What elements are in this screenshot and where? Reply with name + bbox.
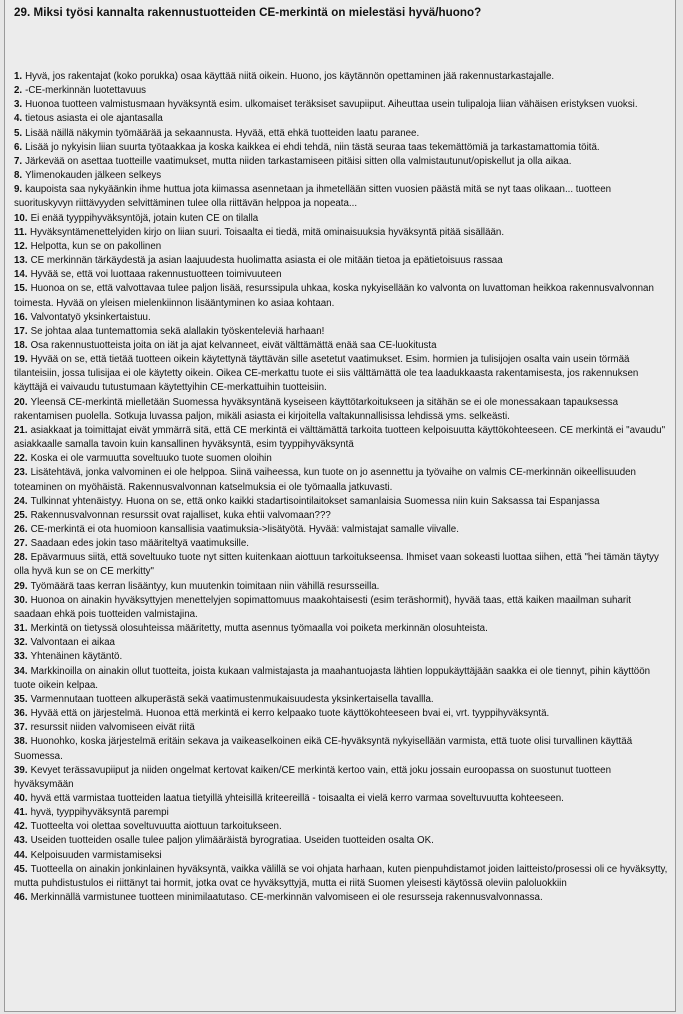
- answer-item: [14, 650, 671, 664]
- answer-text: Se johtaa alaa tuntemattomia sekä alallakin työskenteleviä harhaan!: [30, 325, 325, 337]
- answer-text: Huonoa on se, että valvottavaa tulee paljon lisää, resurssipula uhkaa, koska nykyisellään ko valvonta on luvattoman heikkoa rakennusvalvonnan toimesta. Hyvää on yleisen mielenkiinnon lisääntyminen ko asiaa kohtaan.: [14, 283, 654, 309]
- answer-text: Huonohko, koska järjestelmä eritäin sekava ja vaikeaselkoinen eikä CE-hyväksyntä nykyisellään varmista, että tuote olisi turvallinen käyttää Suomessa.: [14, 736, 633, 762]
- answer-item: [14, 594, 671, 622]
- answer-text: Koska ei ole varmuutta soveltuuko tuote suomen oloihin: [30, 453, 272, 465]
- answer-number: 18.: [14, 339, 28, 351]
- answer-item: [14, 183, 671, 211]
- answer-text: Osa rakennustuotteista joita on iät ja ajat kelvanneet, eivät välttämättä enää saa CE-luokitusta: [30, 339, 437, 351]
- answer-number: 11.: [14, 226, 28, 238]
- answer-item: [14, 169, 671, 183]
- answer-text: Merkinnällä varmistunee tuotteen minimilaatutaso. CE-merkinnän valvomiseen ei ole resurssejа rakennusvalvonnassa.: [30, 892, 543, 904]
- answer-text: Merkintä on tietyssä olosuhteissa määritetty, mutta asennus työmaalla voi poiketa merkinnän olosuhteista.: [30, 623, 488, 635]
- answer-number: 35.: [14, 693, 28, 705]
- answer-number: 37.: [14, 722, 28, 734]
- answer-item: [14, 254, 671, 268]
- answer-number: 19.: [14, 354, 28, 366]
- answer-number: 5.: [14, 127, 23, 139]
- answer-item: [14, 665, 671, 693]
- answer-item: [14, 580, 671, 594]
- answer-number: 24.: [14, 495, 28, 507]
- answer-text: Hyvää että on järjestelmä. Huonoa että merkintä ei kerro kelpaako tuote käyttökohteeseen bvai ei, vrt. tyyppihyväksyntä.: [30, 708, 550, 720]
- answer-number: 15.: [14, 283, 28, 295]
- answer-text: Hyväksyntämenettelyiden kirjo on liian suuri. Toisaalta ei tiedä, mitä ominaisuuksia hyväksyntä pitää sisällään.: [30, 226, 505, 238]
- answer-text: Lisätehtävä, jonka valvominen ei ole helppoa. Siinä vaiheessa, kun tuote on jo asennettu ja työvaihe on valmis CE-merkinnän oikeellisuuden toteaminen on myöhäistä. Rakennusvalvonnan katselmuksia ei ole työmaalla jatkuvasti.: [14, 467, 636, 493]
- answer-number: 14.: [14, 269, 28, 281]
- answer-text: Ei enää tyyppihyväksyntöjä, jotain kuten CE on tilalla: [30, 212, 259, 224]
- answer-text: Hyvää on se, että tietää tuotteen oikein käytettynä täyttävän sille asetetut vaatimukset. Esim. hormien ja tulisijojen osalta vain usein törmää tilanteisiin, jossa tulisijaa ei ole käytetty oikein. Oikea CE-merkattu tuote ei siis välttämättä ole tea laadukkaasta rakentamisesta, jos rakennuksen käyttäjä ei vaivaudu tutustumaan käytettyihin CE-merkattuihin tuotteisiin.: [14, 354, 639, 394]
- answer-number: 13.: [14, 255, 28, 267]
- answer-text: tietous asiasta ei ole ajantasalla: [25, 113, 163, 125]
- answer-text: Yleensä CE-merkintä mielletään Suomessa hyväksyntänä kyseiseen käyttötarkoitukseen ja sitähän se ei ole monessakaan tapauksessa rakentamisen puolella. Sotkuja luvassa paljon, mikäli asiasta ei kirjoitella valtakunnallisissa lehdissä yms. selkeästi.: [14, 396, 619, 422]
- answer-item: [14, 466, 671, 494]
- answer-item: [14, 764, 671, 792]
- answer-text: Tuotteella on ainakin jonkinlainen hyväksyntä, vaikka välillä se voi ohjata harhaan, kuten pienpuhdistamot joiden laitteisto/prosessi oli ce hyväksytty, mutta puhdistustulos ei riittänyt tai hormit, jotka ovat ce hyväksyttyjä, mutta ei riitä Suomen yleisesti käytössä oleviin paloluokkiin: [14, 863, 668, 889]
- answer-number: 9.: [14, 184, 23, 196]
- answer-text: Yhtenäinen käytäntö.: [30, 651, 123, 663]
- answer-panel: [4, 0, 676, 1012]
- answer-text: Tulkinnat yhtenäistyy. Huona on se, että onko kaikki stadartisointilaitokset samanlaisia Suomessa niin kuin Saksassa tai Espanjassa: [30, 495, 600, 507]
- answer-item: [14, 155, 671, 169]
- answer-text: Huonoa tuotteen valmistusmaan hyväksyntä esim. ulkomaiset teräksiset savupiiput. Aiheuttaa usein tulipaloja liian vähäisen eristyksen vuoksi.: [25, 99, 638, 111]
- answer-number: 43.: [14, 835, 28, 847]
- answer-text: Työmäärä taas kerran lisääntyy, kun muutenkin toimitaan niin vähillä resursseilla.: [30, 580, 380, 592]
- answer-number: 12.: [14, 240, 28, 252]
- answer-number: 33.: [14, 651, 28, 663]
- answer-number: 16.: [14, 311, 28, 323]
- answer-number: 17.: [14, 325, 28, 337]
- answer-item: [14, 834, 671, 848]
- answer-number: 21.: [14, 424, 28, 436]
- answer-item: [14, 537, 671, 551]
- answer-number: 29.: [14, 580, 28, 592]
- answer-text: Tuotteelta voi olettaa soveltuvuutta aiottuun tarkoitukseen.: [30, 821, 282, 833]
- answer-item: [14, 339, 671, 353]
- answer-text: Ylimenokauden jälkeen selkeys: [25, 170, 162, 182]
- answer-number: 25.: [14, 509, 28, 521]
- answer-text: Hyvää se, että voi luottaaa rakennustuotteen toimivuuteen: [30, 269, 282, 281]
- answer-text: Saadaan edes jokin taso määriteltyä vaatimuksille.: [30, 538, 249, 550]
- answer-number: 31.: [14, 623, 28, 635]
- answer-text: CE-merkintä ei ota huomioon kansallisia vaatimuksia->lisätyötä. Hyvää: valmistajat samalle viivalle.: [30, 524, 459, 535]
- answer-text: Järkevää on asettaa tuotteille vaatimukset, mutta niiden tarkastamiseen pitäisi sitten olla valmistautunut/opiskellut ja olla aikaa.: [25, 155, 572, 167]
- answer-item: [14, 127, 671, 141]
- answer-number: 27.: [14, 538, 28, 550]
- answer-item: [14, 636, 671, 650]
- answer-text: Hyvä, jos rakentajat (koko porukka) osaa käyttää niitä oikein. Huono, jos käytännön opettaminen jää rakennustarkastajalle.: [25, 71, 555, 82]
- answer-number: 7.: [14, 155, 23, 167]
- answer-number: 39.: [14, 764, 28, 776]
- answer-item: [14, 849, 671, 863]
- answer-number: 6.: [14, 141, 23, 153]
- answer-item: [14, 891, 671, 905]
- answer-number: 10.: [14, 212, 28, 224]
- answer-number: 22.: [14, 453, 28, 465]
- answer-text: Huonoa on ainakin hyväksyttyjen menettelyjen sopimattomuus maakohtaisesti (esim teräshormit), hyvää taas, että kaiken maailman suharit saadaan ehkä pois tuotteiden valmistajina.: [14, 594, 632, 620]
- answer-item: [14, 424, 671, 452]
- answer-text: hyvä, tyyppihyväksyntä parempi: [30, 807, 169, 819]
- answer-text: hyvä että varmistaa tuotteiden laatua tietyillä yhteisillä kriteereillä - toisaalta ei vielä kerro varmaa soveltuvuutta kohteeseen.: [30, 792, 564, 804]
- answer-item: [14, 84, 671, 98]
- answer-number: 32.: [14, 637, 28, 649]
- answer-item: [14, 495, 671, 509]
- answer-item: [14, 721, 671, 735]
- answer-number: 26.: [14, 524, 28, 535]
- answer-text: Kevyet terässavupiiput ja niiden ongelmat kertovat kaiken/CE merkintä kertoo vain, että joku jossain euroopassa on suostunut tuotteen hyväksymään: [14, 764, 612, 790]
- answer-item: [14, 820, 671, 834]
- answer-text: -CE-merkinnän luotettavuus: [25, 85, 146, 97]
- answer-text: Markkinoilla on ainakin ollut tuotteita, joista kukaan valmistajasta ja maahantuojasta lähtien loppukäyttäjään saakka ei ole tiennyt, pihin käyttöön tuote oikein kelpaa.: [14, 665, 651, 691]
- answer-item: [14, 509, 671, 523]
- question-title: 29. Miksi työsi kannalta rakennustuotteiden CE-merkintä on mielestäsi hyvä/huono?: [14, 6, 482, 19]
- answer-item: [14, 212, 671, 226]
- answer-number: 42.: [14, 821, 28, 833]
- answer-item: [14, 325, 671, 339]
- answer-item: [14, 112, 671, 126]
- answer-item: [14, 353, 671, 395]
- answer-list: [14, 70, 671, 905]
- answer-item: [14, 240, 671, 254]
- answer-number: 1.: [14, 71, 23, 82]
- answer-item: [14, 622, 671, 636]
- answer-text: Lisää jo nykyisin liian suurta työtaakkaa ja koska kaikkea ei ehdi tehdä, niin tästä seuraa taas tekemättömiä ja tarkastamattomia töitä.: [25, 141, 600, 153]
- answer-item: [14, 141, 671, 155]
- answer-text: Useiden tuotteiden osalle tulee paljon ylimääräistä byrogratiaa. Useiden tuotteiden osalta OK.: [30, 835, 434, 847]
- answer-text: kaupoista saa nykyäänkin ihme huttua jota kiimassa asennetaan ja ihmetellään sitten vuosien päästä mitä se nyt taas olikaan... tuotteen suorituskyvyn riittävyyden selvittäminen tulee olla riittävän helppoa ja nopeata...: [14, 184, 612, 210]
- answer-text: Varmennutaan tuotteen alkuperästä sekä vaatimustenmukaisuudesta yksinkertaisella tavallla.: [30, 693, 434, 705]
- answer-text: Epävarmuus siitä, että soveltuuko tuote nyt sitten kuitenkaan aiottuun tarkoitukseensa. Ihmiset vaan sokeasti luottaa siihen, että "hei tämän täytyy olla hyvä kun se on CE merkitty": [14, 552, 659, 578]
- answer-text: Rakennusvalvonnan resurssit ovat rajalliset, kuka ehtii valvomaan???: [30, 509, 331, 521]
- answer-item: [14, 268, 671, 282]
- answer-item: [14, 523, 671, 537]
- answer-number: 23.: [14, 467, 28, 479]
- answer-number: 28.: [14, 552, 28, 564]
- answer-item: [14, 863, 671, 891]
- answer-item: [14, 70, 671, 84]
- answer-item: [14, 551, 671, 579]
- answer-number: 46.: [14, 892, 28, 904]
- answer-number: 45.: [14, 863, 28, 875]
- answer-text: asiakkaat ja toimittajat eivät ymmärrä sitä, että CE merkintä ei välttämättä tarkoita tuotteen kelpoisuutta käyttökohteeseen. CE merkintä ei "avaudu" asiakkaalle samalla tavoin kuin kansallinen hyväksyntä, esim tyyppihyväksyntä: [14, 424, 666, 451]
- answer-item: [14, 735, 671, 763]
- answer-item: [14, 707, 671, 721]
- answer-item: [14, 311, 671, 325]
- answer-item: [14, 282, 671, 310]
- answer-number: 3.: [14, 99, 23, 111]
- answer-text: Valvontaan ei aikaa: [30, 637, 115, 649]
- answer-text: Helpotta, kun se on pakollinen: [30, 240, 162, 252]
- answer-number: 36.: [14, 708, 28, 720]
- answer-item: [14, 806, 671, 820]
- answer-number: 40.: [14, 792, 28, 804]
- answer-item: [14, 226, 671, 240]
- answer-item: [14, 452, 671, 466]
- answer-item: [14, 98, 671, 112]
- answer-number: 44.: [14, 849, 28, 861]
- answer-number: 4.: [14, 113, 23, 125]
- answer-item: [14, 693, 671, 707]
- answer-number: 30.: [14, 594, 28, 606]
- answer-number: 20.: [14, 396, 28, 408]
- answer-text: Lisää näillä näkymin työmäärää ja sekaannusta. Hyvää, että ehkä tuotteiden laatu paranee.: [25, 127, 420, 139]
- answer-number: 34.: [14, 665, 28, 677]
- answer-text: Valvontatyö yksinkertaistuu.: [30, 311, 151, 323]
- answer-number: 8.: [14, 170, 23, 182]
- answer-item: [14, 792, 671, 806]
- answer-text: Kelpoisuuden varmistamiseksi: [30, 849, 162, 861]
- answer-text: resurssit niiden valvomiseen eivät riitä: [30, 722, 195, 734]
- answer-number: 41.: [14, 807, 28, 819]
- answer-number: 38.: [14, 736, 28, 748]
- answer-item: [14, 396, 671, 424]
- answer-number: 2.: [14, 85, 23, 97]
- answer-text: CE merkinnän tärkäydestä ja asian laajuudesta huolimatta asiasta ei ole mitään tietoa ja epätietoisuus rassaa: [30, 255, 503, 267]
